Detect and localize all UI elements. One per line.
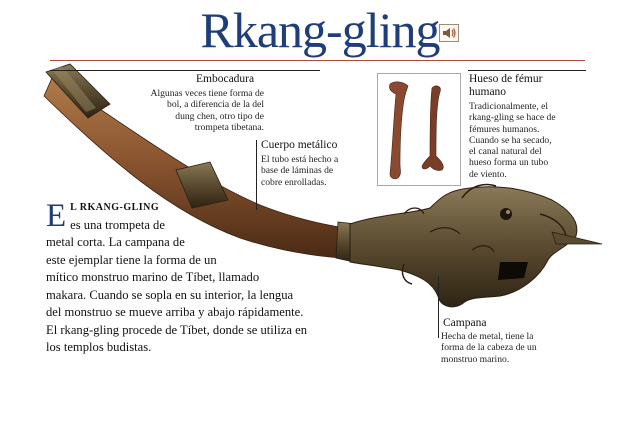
embocadura-text <box>151 88 264 133</box>
embocadura-rule <box>50 70 320 71</box>
embocadura-line: dung chen, otro tipo de <box>175 110 264 122</box>
intro-line: metal corta. La campana de <box>46 235 185 249</box>
hueso-line: fémures humanos. <box>469 123 540 135</box>
hueso-text <box>469 101 556 180</box>
intro-paragraph <box>46 198 386 357</box>
hueso-line: Cuando se ha secado, <box>469 134 552 146</box>
page-title: Rkang-gling <box>200 2 440 58</box>
intro-smallcaps: L RKANG-GLING <box>70 202 160 213</box>
hueso-line: rkang-gling se hace de <box>469 112 556 124</box>
embocadura-line: Algunas veces tiene forma de <box>150 88 264 99</box>
hueso-heading-line: humano <box>469 86 507 98</box>
campana-text <box>441 331 537 365</box>
hueso-rule <box>468 70 586 71</box>
embocadura-line: bol, a diferencia de la del <box>167 99 264 111</box>
hueso-heading-line: Hueso de fémur <box>469 73 543 85</box>
intro-line: es una trompeta de <box>70 217 165 232</box>
campana-line: forma de la cabeza de un <box>441 342 537 354</box>
campana-leader-line <box>438 276 439 338</box>
cuerpo-line: El tubo está hecho a <box>261 154 339 165</box>
femur-bone-image <box>377 73 461 186</box>
cuerpo-text <box>261 154 338 188</box>
campana-heading: Campana <box>443 317 487 329</box>
intro-line: mítico monstruo marino de Tíbet, llamado <box>46 270 260 284</box>
cuerpo-heading: Cuerpo metálico <box>261 139 338 151</box>
campana-line: monstruo marino. <box>441 353 510 365</box>
hueso-line: Tradicionalmente, el <box>469 101 549 112</box>
intro-line: del monstruo se mueve arriba y abajo rápidamente. <box>46 305 304 319</box>
intro-line: El rkang-gling procede de Tíbet, donde se utiliza en <box>46 322 308 337</box>
intro-line: los templos budistas. <box>46 340 152 354</box>
embocadura-heading: Embocadura <box>196 73 255 85</box>
hueso-line: el canal natural del <box>469 146 542 158</box>
hueso-line: hueso forma un tubo <box>469 157 549 169</box>
embocadura-line: trompeta tibetana. <box>194 121 264 133</box>
intro-line: este ejemplar tiene la forma de un <box>46 252 217 267</box>
campana-line: Hecha de metal, tiene la <box>441 331 534 342</box>
hueso-heading <box>469 73 542 99</box>
cuerpo-line: cobre enrolladas. <box>261 176 327 188</box>
intro-line: makara. Cuando se sopla en su interior, la lengua <box>46 287 294 302</box>
cuerpo-line: base de láminas de <box>261 165 334 177</box>
hueso-line: de viento. <box>469 168 507 180</box>
drop-cap: E <box>46 198 67 234</box>
femur-bones-illustration <box>378 74 460 185</box>
